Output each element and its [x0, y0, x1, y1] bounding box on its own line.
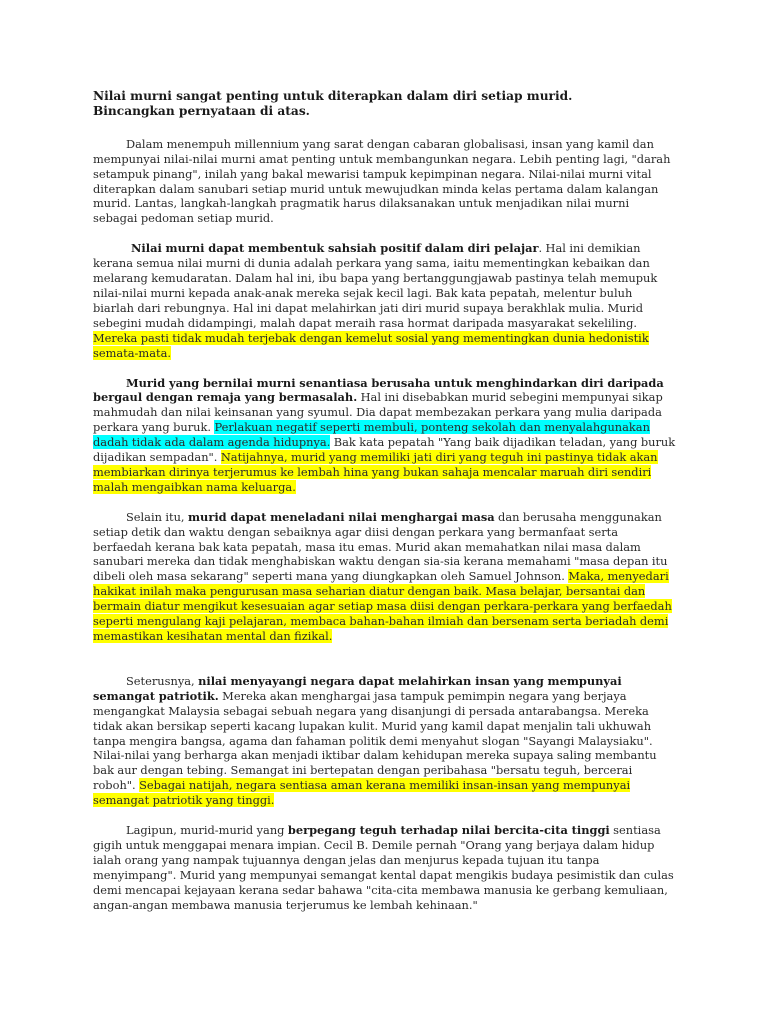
body-text: Selain itu,	[126, 509, 188, 524]
body-text: dan berusaha menggunakan setiap detik dan waktu dengan sebaiknya agar diisi dengan perkara yang bermanfaat serta berfaedah kerana bak kata pepatah, masa itu emas. Murid akan memahatkan nilai masa dalam sanubari mereka dan tidak menghabiskan waktu dengan sia-sia kerana memahami "masa depan itu dibeli oleh masa sekarang" seperti mana yang diungkapkan oleh Samuel Johnson.	[93, 509, 668, 584]
body-text: Lagipun, murid-murid yang	[126, 823, 288, 838]
paragraph-point-2	[93, 376, 676, 495]
paragraph-introduction	[93, 137, 676, 226]
document-page	[93, 89, 676, 928]
question-instruction: Bincangkan pernyataan di atas.	[93, 103, 310, 118]
bold-point-text: berpegang teguh terhadap nilai bercita-cita tinggi	[287, 823, 610, 838]
highlighted-text: Maka, menyedari hakikat inilah maka pengurusan masa seharian diatur dengan baik. Masa belajar, bersantai dan bermain diatur mengikut kesesuaian agar setiap masa diisi dengan perkara-perkara yang berfaedah seperti mengulang kaji pelajaran, membaca bahan-bahan ilmiah dan bersenam serta beriadah demi memastikan kesihatan mental dan fizikal.	[93, 569, 672, 643]
body-text: Hal ini disebabkan murid sebegini mempunyai sikap mahmudah dan nilai keinsanan yang syumul. Dia dapat membezakan perkara yang mulia daripada perkara yang buruk.	[93, 390, 663, 435]
paragraph-point-4	[93, 674, 676, 808]
question-line: Nilai murni sangat penting untuk diterapkan dalam diri setiap murid.	[93, 89, 573, 103]
highlighted-text: Perlakuan negatif seperti membuli, ponteng sekolah dan menyalahgunakan dadah tidak ada dalam agenda hidupnya.	[93, 420, 650, 450]
highlighted-text: Sebagai natijah, negara sentiasa aman kerana memiliki insan-insan yang mempunyai semangat patriotik yang tinggi.	[93, 778, 631, 808]
body-text: Bak kata pepatah "Yang baik dijadikan teladan, yang buruk dijadikan sempadan".	[93, 435, 676, 465]
body-text: sentiasa gigih untuk menggapai menara impian. Cecil B. Demile pernah "Orang yang berjaya dalam hidup ialah orang yang nampak tujuannya dengan jelas dan menjurus kepada tujuan itu tanpa menyimpang". Murid yang mempunyai semangat kental dapat mengikis budaya pesimistik dan culas demi mencapai kejayaan kerana sedar bahawa "cita-cita membawa manusia ke gerbang kemuliaan, angan-angan membawa manusia terjerumus ke lembah kehinaan."	[93, 823, 674, 912]
highlighted-text: Natijahnya, murid yang memiliki jati diri yang teguh ini pastinya tidak akan membiarkan dirinya terjerumus ke lembah hina yang bukan sahaja mencalar maruah diri sendiri malah mengaibkan nama keluarga.	[93, 450, 658, 494]
body-text: Mereka akan menghargai jasa tampuk pemimpin negara yang berjaya mengangkat Malaysia sebagai sebuah negara yang disanjungi di persada antarabangsa. Mereka tidak akan bersikap seperti kacang lupakan kulit. Murid yang kamil dapat menjalin tali ukhuwah tanpa mengira bangsa, agama dan fahaman politik demi menyahut slogan "Sayangi Malaysiaku". Nilai-nilai yang berharga akan menjadi iktibar dalam kehidupan mereka supaya saling membantu bak aur dengan tebing. Semangat ini bertepatan dengan peribahasa "bersatu teguh, bercerai roboh".	[93, 688, 657, 793]
paragraph-point-3	[93, 510, 676, 644]
body-text: . Hal ini demikian kerana semua nilai murni di dunia adalah perkara yang sama, iaitu mementingkan kebaikan dan melarang kemudaratan. Dalam hal ini, ibu bapa yang bertanggungjawab pastinya telah memupuk nilai-nilai murni kepada anak-anak mereka sejak kecil lagi. Bak kata pepatah, melentur buluh biarlah dari rebungnya. Hal ini dapat melahirkan jati diri murid supaya berakhlak mulia. Murid sebegini mudah didampingi, malah dapat meraih rasa hormat daripada masyarakat sekeliling.	[93, 241, 658, 330]
highlighted-text: Mereka pasti tidak mudah terjebak dengan kemelut sosial yang mementingkan dunia hedonistik semata-mata.	[93, 330, 649, 360]
body-text: Dalam menempuh millennium yang sarat dengan cabaran globalisasi, insan yang kamil dan mempunyai nilai-nilai murni amat penting untuk membangunkan negara. Lebih penting lagi, "darah setampuk pinang", inilah yang bakal mewarisi tampuk kepimpinan negara. Nilai-nilai murni vital diterapkan dalam sanubari setiap murid untuk mewujudkan minda kelas pertama dalam kalangan murid. Lantas, langkah-langkah pragmatik harus dilaksanakan untuk menjadikan nilai murni sebagai pedoman setiap murid.	[93, 136, 671, 226]
paragraph-point-1	[93, 241, 676, 360]
bold-point-text: Murid yang bernilai murni senantiasa berusaha untuk menghindarkan diri daripada bergaul dengan remaja yang bermasalah.	[93, 375, 664, 405]
bold-point-text: nilai menyayangi negara dapat melahirkan insan yang mempunyai semangat patriotik.	[93, 673, 622, 703]
bold-point-text: murid dapat meneladani nilai menghargai masa	[187, 509, 495, 524]
bold-point-text: Nilai murni dapat membentuk sahsiah positif dalam diri pelajar	[131, 241, 539, 256]
essay-question	[93, 89, 676, 119]
body-text: Seterusnya,	[126, 673, 199, 688]
paragraph-point-5	[93, 823, 676, 912]
